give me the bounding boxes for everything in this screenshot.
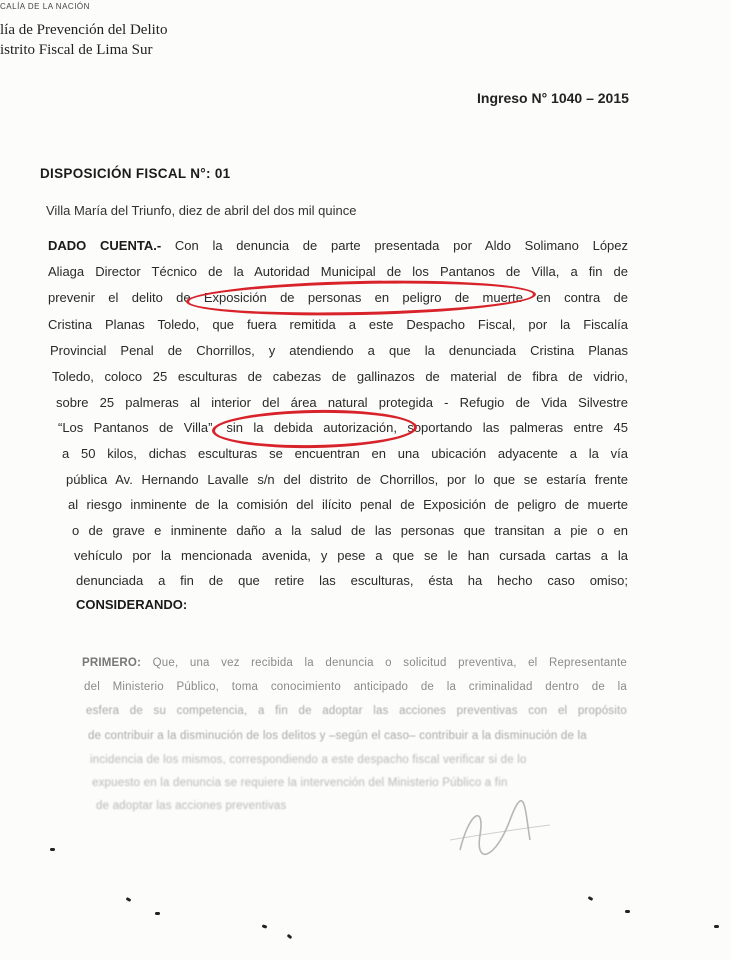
considerando-heading: CONSIDERANDO: [76,597,188,612]
body-line-7: sobre 25 palmeras al interior del área natural protegida - Refugio de Vida Silvestre [56,395,628,410]
office-name-line-2: istrito Fiscal de Lima Sur [0,42,153,58]
body-line-12: o de grave e inminente daño a la salud de las personas que transitan a pie o en [72,523,628,538]
body-line-5: Provincial Penal de Chorrillos, y atendiendo a que la denunciada Cristina Planas [50,343,628,358]
document-title: DISPOSICIÓN FISCAL N°: 01 [40,166,231,181]
primero-line-1 [82,657,627,669]
agency-header: CALÍA DE LA NACIÓN [0,2,90,11]
scan-speck [625,910,630,913]
office-name-line-1: lía de Prevención del Delito [0,22,168,38]
body-line-13: vehículo por la mencionada avenida, y pese a que se le han cursada cartas a la [74,548,628,563]
body-line-1 [48,238,628,253]
document-date: Villa María del Triunfo, diez de abril del dos mil quince [46,203,357,218]
scan-speck [155,912,160,915]
body-line-10: pública Av. Hernando Lavalle s/n del distrito de Chorrillos, por lo que se estaría frente [66,472,628,487]
faded-line-5: incidencia de los mismos, correspondiendo a este despacho fiscal verificar si de lo [90,754,527,766]
faded-line-7: de adoptar las acciones preventivas [96,800,287,812]
scan-speck [262,924,268,929]
signature-scribble [440,790,560,870]
body-line-8: “Los Pantanos de Villa”, sin la debida autorización, soportando las palmeras entre 45 [58,420,628,435]
body-line-6: Toledo, coloco 25 esculturas de cabezas de gallinazos de material de fibra de vidrio, [52,369,628,384]
ingreso-number: Ingreso N° 1040 – 2015 [477,90,629,106]
faded-line-3: esfera de su competencia, a fin de adoptar las acciones preventivas con el propósito [86,705,627,717]
primero-line-1-text: Que, una vez recibida la denuncia o solicitud preventiva, el Representante [152,657,627,669]
faded-line-6: expuesto en la denuncia se requiere la intervención del Ministerio Público a fin [92,777,508,789]
body-line-2: Aliaga Director Técnico de la Autoridad Municipal de los Pantanos de Villa, a fin de [48,264,628,279]
body-line-9: a 50 kilos, dichas esculturas se encuentran en una ubicación adyacente a la vía [62,446,628,461]
scan-speck [50,848,55,851]
scan-speck [588,896,594,901]
body-line-1-text: Con la denuncia de parte presentada por Aldo Solimano López [174,238,629,253]
scan-speck [714,925,719,928]
body-line-11: al riesgo inminente de la comisión del ilícito penal de Exposición de peligro de muerte [68,497,628,512]
primero-label: PRIMERO: [82,657,142,669]
body-line-3: prevenir el delito de Exposición de personas en peligro de muerte en contra de [48,290,628,305]
scan-speck [126,897,132,902]
scan-speck [287,934,293,940]
body-line-4: Cristina Planas Toledo, que fuera remitida a este Despacho Fiscal, por la Fiscalía [48,317,628,332]
faded-line-4: de contribuir a la disminución de los delitos y –según el caso– contribuir a la disminución de la [88,730,587,742]
body-line-14: denunciada a fin de que retire las esculturas, ésta ha hecho caso omiso; [76,573,628,588]
dado-cuenta-label: DADO CUENTA.- [48,238,162,253]
faded-line-2: del Ministerio Público, toma conocimiento anticipado de la criminalidad dentro de la [84,681,627,693]
